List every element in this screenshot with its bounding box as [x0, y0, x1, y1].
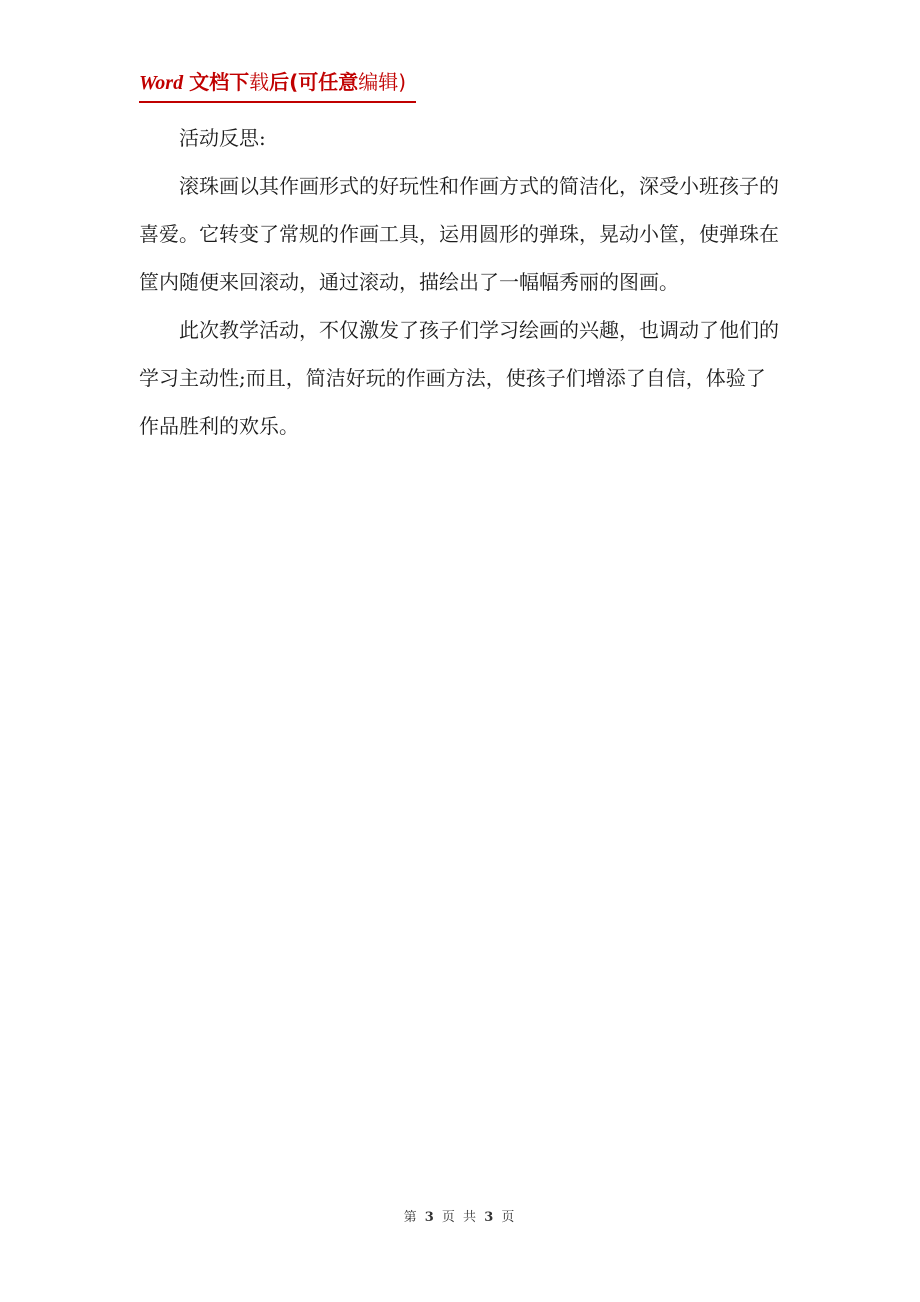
header-text-2: 载	[249, 70, 270, 94]
header-text-1: 文档下	[189, 70, 250, 94]
download-header	[139, 64, 416, 103]
footer-suffix: 页	[501, 1210, 517, 1225]
current-page-number: 3	[424, 1210, 436, 1225]
footer-prefix: 第	[403, 1210, 419, 1225]
document-body	[139, 114, 784, 450]
footer-middle: 页 共	[441, 1210, 479, 1225]
header-text-3: 后(可任意	[269, 70, 359, 94]
header-word-label: Word	[139, 72, 184, 94]
section-title: 活动反思:	[179, 126, 266, 150]
header-text-4: 编辑)	[358, 70, 407, 94]
paragraph-2: 此次教学活动，不仅激发了孩子们学习绘画的兴趣，也调动了他们的学习主动性;而且，简洁好玩的作画方法，使孩子们增添了自信，体验了作品胜利的欢乐。	[139, 318, 779, 438]
total-pages-number: 3	[484, 1210, 496, 1225]
page-footer	[0, 1206, 920, 1225]
paragraph-1: 滚珠画以其作画形式的好玩性和作画方式的简洁化，深受小班孩子的 喜爱。它转变了常规的作画工具，运用圆形的弹珠，晃动小筐，使弹珠在筐内随便来回滚动，通过滚动，描绘出了一幅幅秀丽的图画。	[139, 174, 779, 294]
